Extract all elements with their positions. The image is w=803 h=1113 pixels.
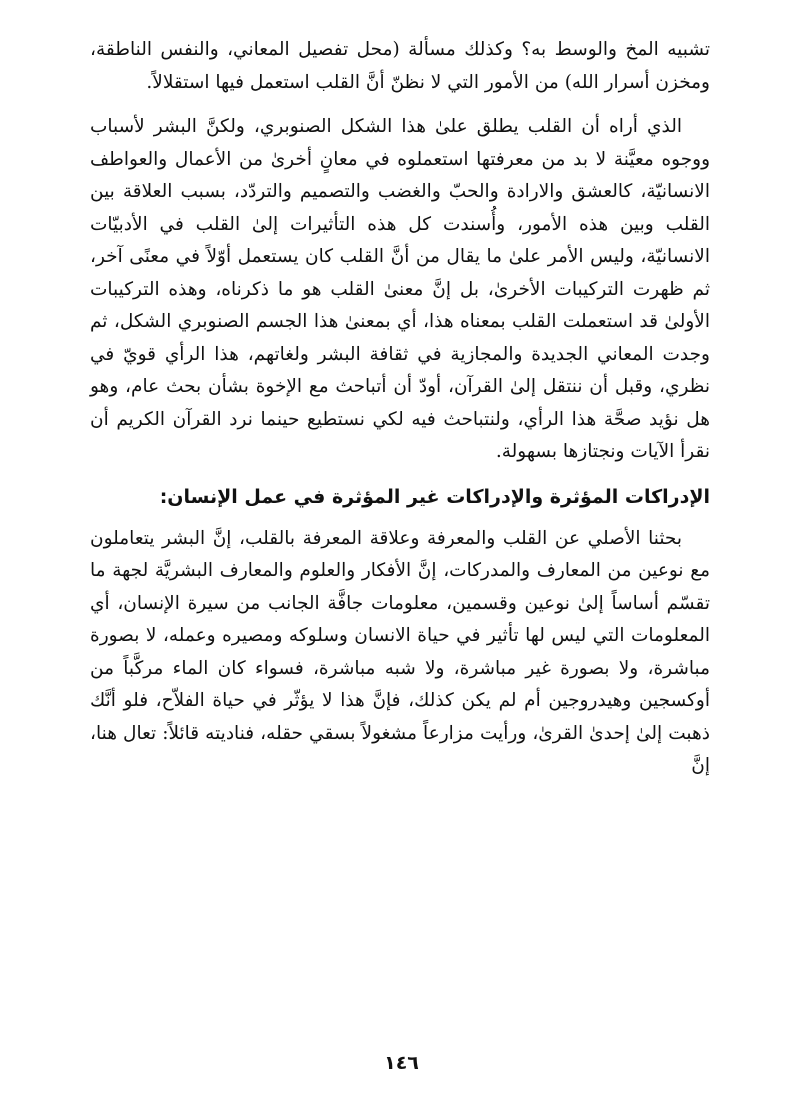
paragraph-continued: تشبيه المخ والوسط به؟ وكذلك مسألة (محل تفصيل المعاني، والنفس الناطقة، ومخزن أسرار الله) من الأمور التي لا نظنّ أنَّ القلب استعمل فيها استقلالاً. [90, 39, 710, 93]
section-heading: الإدراكات المؤثرة والإدراكات غير المؤثرة في عمل الإنسان: [159, 485, 710, 508]
page-body [90, 34, 710, 783]
paragraph-heart-meaning: الذي أراه أن القلب يطلق علىٰ هذا الشكل الصنوبري، ولكنَّ البشر لأسباب ووجوه معيَّنة لا بد من معرفتها استعملوه في معانٍ أخرىٰ من الأعمال والعواطف الانسانيّة، كالعشق والارادة والحبّ والغضب والتصميم والتردّد، بسبب العلاقة بين القلب وبين هذه الأمور، وأُسندت كل هذه التأثيرات إلىٰ القلب في الأدبيّات الانسانيّة، وليس الأمر علىٰ ما يقال من أنَّ القلب كان يستعمل أوّلاً في معنًى آخر، ثم ظهرت التركيبات الأخرىٰ، بل إنَّ معنىٰ القلب هو ما ذكرناه، وهذه التركيبات الأولىٰ قد استعملت القلب بمعناه هذا، أي بمعنىٰ هذا الجسم الصنوبري الشكل، ثم وجدت المعاني الجديدة والمجازية في ثقافة البشر ولغاتهم، هذا الرأي قويّ في نظري، وقبل أن ننتقل إلىٰ القرآن، أودّ أن أتباحث مع الإخوة بشأن بحث عام، وهو هل نؤيد صحَّة هذا الرأي، ولنتباحث فيه لكي نستطيع حينما نرد القرآن الكريم أن نقرأ الآيات ونجتازها بسهولة. [90, 116, 710, 462]
page-number: ١٤٦ [384, 1052, 419, 1074]
paragraph-perceptions: بحثنا الأصلي عن القلب والمعرفة وعلاقة المعرفة بالقلب، إنَّ البشر يتعاملون مع نوعين من المعارف والمدركات، إنَّ الأفكار والعلوم والمعارف البشريَّة لجهة ما تقسّم أساساً إلىٰ نوعين وقسمين، معلومات جافَّة الجانب من سيرة الإنسان، أي المعلومات التي ليس لها تأثير في حياة الانسان وسلوكه ومصيره وعمله، لا بصورة مباشرة، ولا بصورة غير مباشرة، ولا شبه مباشرة، فسواء كان الماء مركَّباً من أوكسجين وهيدروجين أم لم يكن كذلك، فإنَّ هذا لا يؤثّر في حياة الفلاّح، فلو أنَّك ذهبت إلىٰ إحدىٰ القرىٰ، ورأيت مزارعاً مشغولاً بسقي حقله، فناديته قائلاً: تعال هنا، إنَّ [90, 527, 710, 776]
